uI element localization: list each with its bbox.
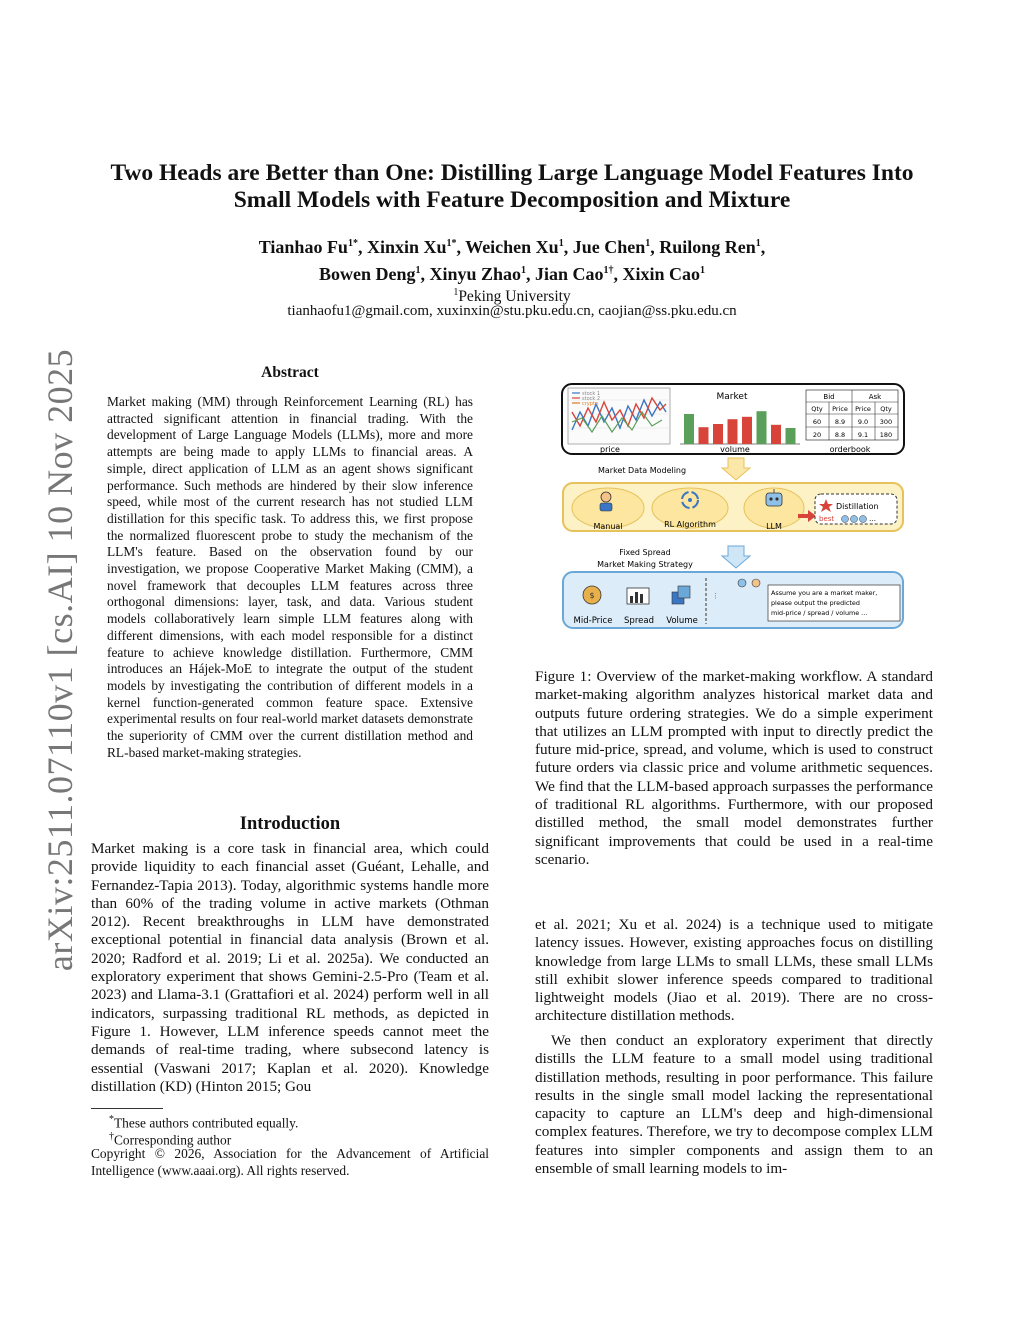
author: Jian Cao (535, 264, 604, 284)
svg-text:180: 180 (879, 431, 893, 439)
method-manual: Manual (593, 522, 623, 531)
workflow-diagram (560, 382, 910, 632)
price-label: price (600, 445, 620, 454)
svg-text:Ask: Ask (868, 393, 882, 401)
legend-label: stock 1 (582, 391, 601, 397)
author-list: Tianhao $Fu^{1*}$, Xinxin $Xu^{1*}$, Weichen Xu$^1$, Jue Chen$^1$, Ruilong Ren$^1$, Bowen Deng$^1$, Xinyu Zhao$^1$, Jian Cao$^{1\dagger}$, Xixin Cao$^1$ (258, 237, 766, 284)
output-volume: Volume (666, 616, 698, 626)
svg-text:60: 60 (812, 418, 822, 426)
author: Xinxin Xu (366, 237, 447, 257)
prompt-line: please output the predicted (771, 599, 860, 607)
svg-text:$: $ (589, 591, 595, 600)
svg-text:…: … (869, 515, 876, 523)
bar-chart-icon (627, 588, 649, 604)
footnote-corresponding: †Corresponding author (109, 1131, 232, 1148)
step-market-making-strategy: Market Making Strategy (597, 560, 693, 569)
paper-title: Two Heads are Better than One: Distilling Large Language Model Features Into Small Models with Feature Decomposition and Mixture (110, 160, 914, 213)
author: Tianhao Fu (258, 237, 348, 257)
volume-bar (742, 417, 752, 444)
svg-text:20: 20 (812, 431, 822, 439)
svg-text:9.1: 9.1 (857, 431, 869, 439)
author: Xinyu Zhao (429, 264, 522, 284)
orderbook-label: orderbook (829, 445, 871, 454)
footnote-equal-contribution: *These authors contributed equally. (109, 1114, 299, 1131)
body-paragraph: et al. 2021; Xu et al. 2024) is a technique used to mitigate latency issues. However, existing approaches focus on distilling knowledge from large LLMs to small LLMs, these small LLMs still exhibit slower inference speeds compared to traditional lightweight models (Jiao et al. 2019). There are no cross-architecture distillation methods. (535, 916, 933, 1025)
author: Bowen Deng (318, 264, 416, 284)
output-spread: Spread (624, 616, 654, 626)
down-arrow-icon (722, 458, 750, 480)
volume-bar (786, 428, 796, 444)
small-model-icon (842, 516, 849, 523)
distillation-label: Distillation (836, 502, 879, 511)
body-paragraph: We then conduct an exploratory experiment that directly distills the LLM feature to a small model using traditional distillation methods, resulting in poor performance. This failure results in the single small model lacking the representational capacity to capture an LLM's deep and high-dimensional complex features. Therefore, we try to decompose complex LLM features into simpler components and assign them to an ensemble of small learning models to im- (535, 1032, 933, 1178)
affiliation: $^1$Peking University (453, 287, 571, 306)
output-mid-price: Mid-Price (573, 616, 613, 626)
introduction-text: Market making is a core task in financial area, which could provide liquidity to each financial asset (Guéant, Lehalle, and Fernandez-Tapia 2013). Today, algorithmic systems handle more than 60% of the trading volume in active markets (Othman 2012). Recent breakthroughs in LLM have demonstrated exceptional potential in financial data analysis (Brown et al. 2020; Radford et al. 2019; Li et al. 2025a). We conducted an exploratory experiment that shows Gemini-2.5-Pro (Team et al. 2023) and Llama-3.1 (Grattafiori et al. 2024) perform well in all indicators, surpassing traditional RL methods, as depicted in Figure 1. However, LLM inference speeds cannot meet the demands of real-time trading, where subsecond latency is essential (Vaswani 2017; Kaplan et al. 2020). Knowledge distillation (KD) (Hinton 2015; Gou (91, 840, 489, 1095)
step-fixed-spread: Fixed Spread (619, 548, 671, 557)
author: Xixin Cao (622, 264, 701, 284)
method-llm: LLM (766, 522, 782, 531)
svg-text:Qty: Qty (880, 405, 892, 413)
step-market-data-modeling: Market Data Modeling (598, 466, 687, 475)
orderbook-table (806, 390, 898, 440)
svg-text:Price: Price (855, 405, 871, 413)
volume-bar (699, 427, 709, 444)
prompt-line: Assume you are a market maker, (771, 589, 878, 597)
abstract-heading: Abstract (261, 364, 319, 381)
best-label: best (819, 515, 835, 523)
volume-label: volume (720, 445, 750, 454)
market-label: Market (716, 392, 748, 402)
svg-text:Qty: Qty (811, 405, 823, 413)
volume-bar (684, 414, 694, 444)
legend-label: stock 2 (582, 396, 601, 402)
volume-bar (728, 419, 738, 444)
author: Weichen Xu (465, 237, 559, 257)
figure-1 (560, 382, 910, 637)
copyright-notice: Copyright © 2026, Association for the Advancement of Artificial Intelligence (www.aaai.org). All rights reserved. (91, 1146, 489, 1178)
dots-icon: ⋮ (712, 592, 719, 600)
method-rl-algorithm: RL Algorithm (664, 520, 716, 529)
figure-1-caption: Figure 1: Overview of the market-making workflow. A standard market-making algorithm analyzes historical market data and outputs future ordering strategies. We do a simple experiment that utilizes an LLM prompted with input to directly predict the future mid-price, spread, and volume, which is used to construct future orders via classic price and volume arithmetic sequences. We find that the LLM-based approach surpasses the performance of traditional RL algorithms. Furthermore, with our proposed distilled method, the small model demonstrates further significant improvements that could be used in a real-time scenario. (535, 668, 933, 868)
small-model-icon (860, 516, 867, 523)
legend-label: crypto (582, 401, 598, 407)
volume-bar (771, 425, 781, 444)
author-emails: tianhaofu1@gmail.com, xuxinxin@stu.pku.edu.cn, caojian@ss.pku.edu.cn (287, 303, 737, 319)
abstract-text: Market making (MM) through Reinforcement Learning (RL) has attracted significant attention in financial trading. With the development of Large Language Models (LLMs), more and more attempts are being made to apply LLMs to financial areas. A simple, direct application of LLM as an agent shows significant performance. Such methods are hindered by their slow inference speed, while most of the current research has not studied LLM distillation for this specific task. To address this, we first propose the normalized fluorescent probe to study the mechanism of the LLM's feature. Based on the observation found by our investigation, we propose Cooperative Market Making (CMM), a novel framework that decouples LLM features across three orthogonal dimensions: layer, task, and data. Various student models collaboratively learn simple LLM features along with different dimensions, with each model responsible for a distinct feature to achieve knowledge distillation. Furthermore, CMM introduces an Hájek-MoE to integrate the output of the student models by investigating the contribution of different models in a kernel function-generated common feature space. Extensive experimental results on four real-world market datasets demonstrate the superiority of CMM over the current distillation method and RL-based market-making strategies. (107, 394, 473, 760)
svg-text:8.9: 8.9 (834, 418, 846, 426)
volume-bar (713, 424, 723, 444)
author: Jue Chen (572, 237, 646, 257)
svg-text:9.0: 9.0 (857, 418, 869, 426)
author: Ruilong Ren (659, 237, 756, 257)
prompt-line: mid-price / spread / volume ... (771, 609, 868, 617)
svg-text:Bid: Bid (823, 393, 835, 401)
volume-bar (757, 411, 767, 444)
footnote-rule (91, 1108, 163, 1109)
svg-text:300: 300 (879, 418, 893, 426)
small-model-icon (851, 516, 858, 523)
down-arrow-icon (722, 546, 750, 568)
introduction-heading: Introduction (239, 814, 341, 834)
money-bag-icon (583, 586, 601, 604)
svg-text:8.8: 8.8 (834, 431, 846, 439)
svg-text:Price: Price (832, 405, 848, 413)
